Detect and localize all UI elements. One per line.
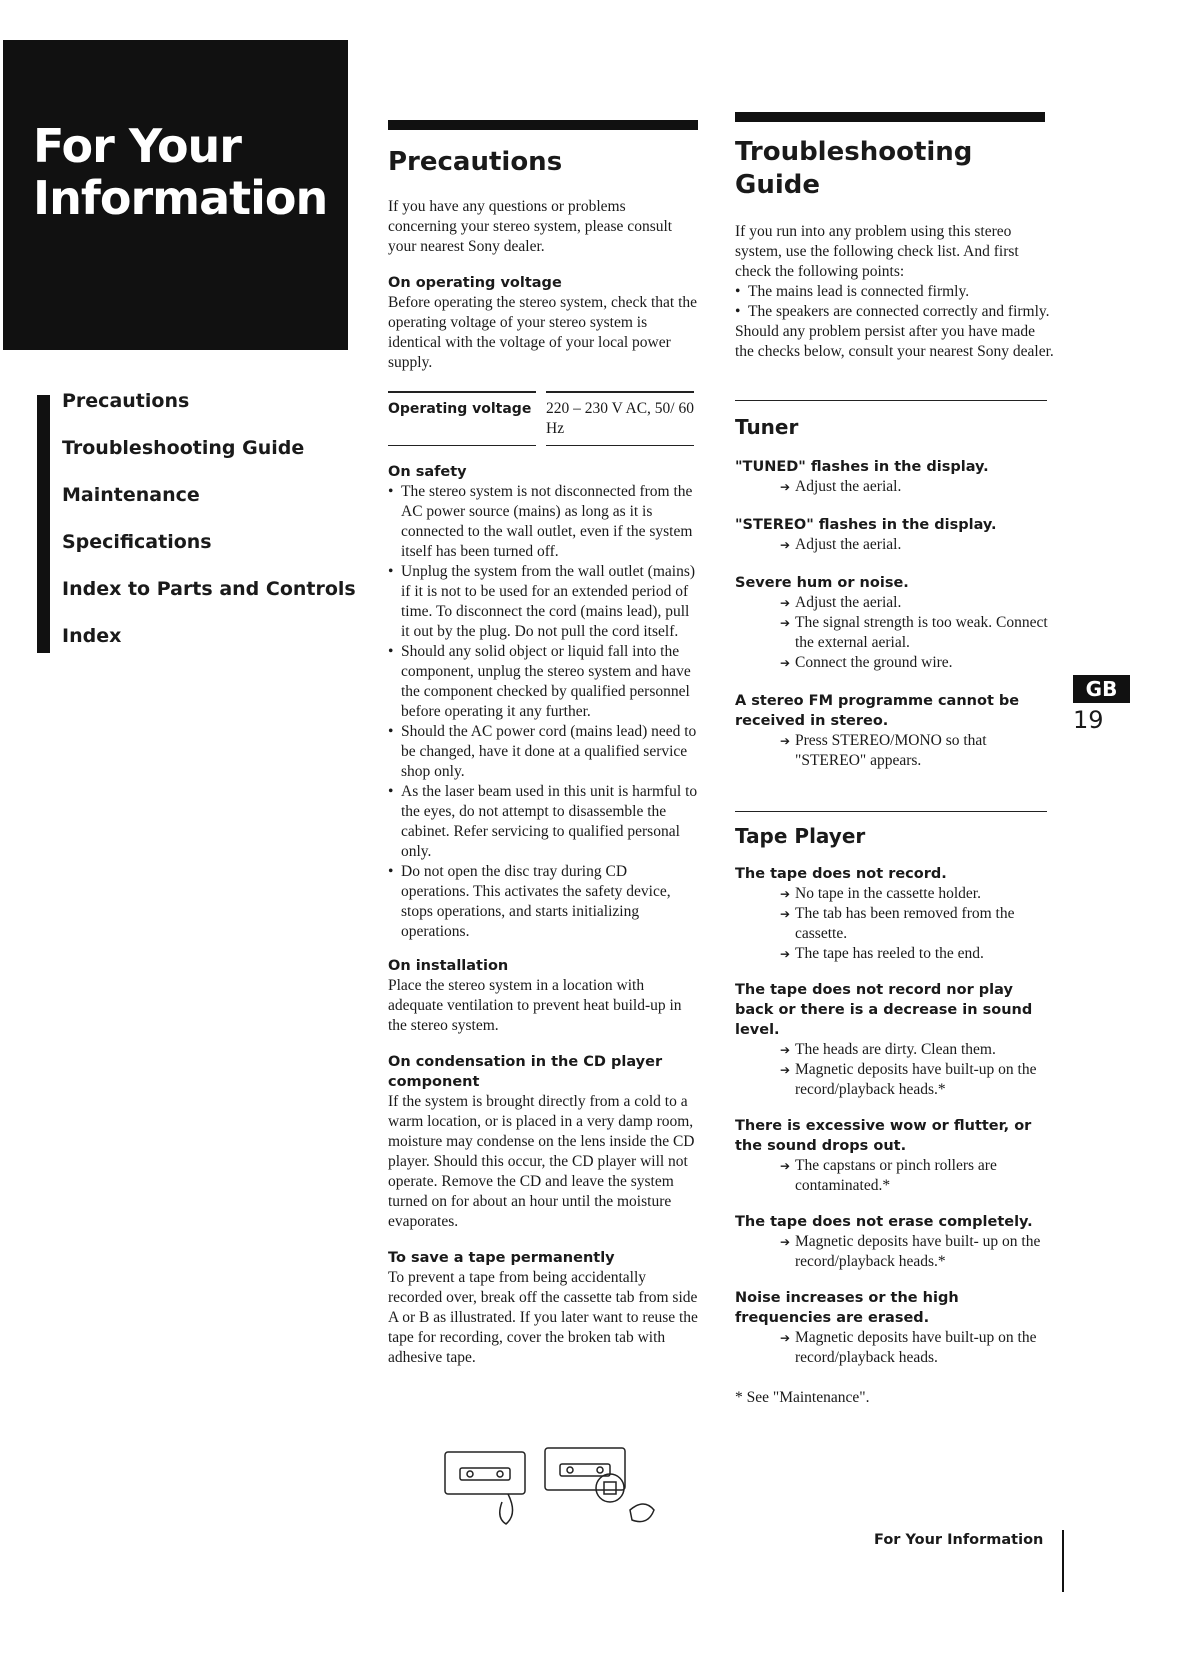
voltage-table (388, 391, 694, 446)
fix-item: ➔ The tape has reeled to the end. (780, 944, 1055, 964)
fix-item: ➔ Magnetic deposits have built-up on the record/playback heads. (780, 1328, 1055, 1368)
fix-item: ➔ The tab has been removed from the cassette. (780, 904, 1055, 944)
toc-item-index-parts[interactable]: Index to Parts and Controls (62, 578, 356, 600)
troubleshooting-outro: Should any problem persist after you have made the checks below, consult your nearest Sony dealer. (735, 323, 1054, 360)
precautions-column (388, 120, 698, 1368)
tape-fixes-2 (735, 1040, 1055, 1100)
fix-item: ➔ The heads are dirty. Clean them. (780, 1040, 1055, 1060)
fix-item: ➔ Magnetic deposits have built- up on the record/playback heads.* (780, 1232, 1055, 1272)
troubleshooting-intro: If you run into any problem using this stereo system, use the following check list. And first check the following points: (735, 223, 1019, 280)
list-item: • Unplug the system from the wall outlet (mains) if it is not to be used for an extended period of time. To disconnect the cord (mains lead), pull it out by the plug. Do not pull the cord itself. (388, 562, 698, 642)
fix-item: ➔ Press STEREO/MONO so that "STEREO" appears. (780, 731, 1055, 771)
language-tab: GB (1073, 675, 1130, 703)
tape-problem-3: There is excessive wow or flutter, or the sound drops out. (735, 1118, 1032, 1154)
tape-player-title: Tape Player (735, 824, 866, 848)
table-of-contents (62, 390, 356, 672)
footer-rule (1062, 1530, 1064, 1592)
voltage-text: Before operating the stereo system, check that the operating voltage of your stereo system is identical with the voltage of your local power supply. (388, 294, 698, 371)
troubleshooting-column (735, 112, 1055, 1408)
tuner-problem-2: "STEREO" flashes in the display. (735, 517, 997, 533)
list-item: • The mains lead is connected firmly. (735, 282, 1055, 302)
footer-section-name: For Your Information (874, 1532, 1044, 1548)
installation-heading: On installation (388, 958, 509, 974)
troubleshooting-title (735, 136, 1055, 202)
tape-fixes-4 (735, 1232, 1055, 1272)
troubleshooting-title-line1: Troubleshooting (735, 137, 973, 167)
save-tape-heading: To save a tape permanently (388, 1250, 615, 1266)
cassette-tab-illustration (440, 1440, 690, 1530)
cassette-left-icon (445, 1452, 525, 1494)
troubleshooting-top-bar (735, 112, 1045, 122)
safety-heading: On safety (388, 464, 467, 480)
tuner-problem-4: A stereo FM programme cannot be received in stereo. (735, 693, 1020, 729)
tape-fixes-5 (735, 1328, 1055, 1368)
section-title-line2: Information (33, 171, 328, 225)
precautions-intro: If you have any questions or problems concerning your stereo system, please consult your nearest Sony dealer. (388, 198, 673, 255)
fix-item: ➔ Adjust the aerial. (780, 477, 1055, 497)
precautions-title: Precautions (388, 147, 563, 177)
tape-problem-5: Noise increases or the high frequencies are erased. (735, 1290, 959, 1326)
condensation-heading: On condensation in the CD player component (388, 1054, 663, 1090)
list-item: • As the laser beam used in this unit is harmful to the eyes, do not attempt to disassemble the cabinet. Refer servicing to qualified personal only. (388, 782, 698, 862)
toc-item-index[interactable]: Index (62, 625, 122, 647)
toc-item-maintenance[interactable]: Maintenance (62, 484, 200, 506)
tape-problem-1: The tape does not record. (735, 866, 947, 882)
check-list (735, 282, 1055, 322)
cassette-right-icon (545, 1448, 625, 1490)
fix-item: ➔ Magnetic deposits have built-up on the record/playback heads.* (780, 1060, 1055, 1100)
divider (735, 400, 1047, 401)
precautions-top-bar (388, 120, 698, 130)
tuner-problem-3: Severe hum or noise. (735, 575, 909, 591)
tuner-fixes-2 (735, 535, 1055, 555)
toc-item-troubleshooting[interactable]: Troubleshooting Guide (62, 437, 305, 459)
condensation-text: If the system is brought directly from a cold to a warm location, or is placed in a very damp room, moisture may condense on the lens inside the CD player. Should this occur, the CD player will not operate. Remove the CD and leave the system turned on for about an hour until the moisture evaporates. (388, 1093, 695, 1230)
list-item: • The stereo system is not disconnected from the AC power source (mains) as long as it is connected to the wall outlet, even if the system itself has been turned off. (388, 482, 698, 562)
list-item: • The speakers are connected correctly and firmly. (735, 302, 1055, 322)
tuner-title: Tuner (735, 415, 799, 439)
divider (735, 811, 1047, 812)
section-title (33, 120, 327, 224)
toc-item-specifications[interactable]: Specifications (62, 531, 212, 553)
tape-fixes-1 (735, 884, 1055, 964)
tape-problem-4: The tape does not erase completely. (735, 1214, 1033, 1230)
voltage-heading: On operating voltage (388, 275, 562, 291)
voltage-table-gap (536, 392, 546, 446)
page-number: 19 (1073, 706, 1104, 734)
safety-list (388, 482, 698, 942)
tuner-fixes-3 (735, 593, 1055, 673)
voltage-table-value: 220 – 230 V AC, 50/ 60 Hz (546, 392, 694, 446)
list-item: • Should any solid object or liquid fall into the component, unplug the stereo system and have the component checked by qualified personnel before operating it any further. (388, 642, 698, 722)
installation-text: Place the stereo system in a location with adequate ventilation to prevent heat build-up in the stereo system. (388, 977, 682, 1034)
tuner-fixes-1 (735, 477, 1055, 497)
toc-item-precautions[interactable]: Precautions (62, 390, 190, 412)
tuner-problem-1: "TUNED" flashes in the display. (735, 459, 989, 475)
save-tape-text: To prevent a tape from being accidentally recorded over, break off the cassette tab from side A or B as illustrated. If you later want to reuse the tape for recording, cover the broken tab with adhesive tape. (388, 1269, 698, 1366)
voltage-table-label: Operating voltage (388, 392, 536, 446)
list-item: • Do not open the disc tray during CD operations. This activates the safety device, stops operations, and starts initializing operations. (388, 862, 698, 942)
fix-item: ➔ Adjust the aerial. (780, 535, 1055, 555)
section-title-line1: For Your (33, 119, 241, 173)
fix-item: ➔ Adjust the aerial. (780, 593, 1055, 613)
list-item: • Should the AC power cord (mains lead) need to be changed, have it done at a qualified service shop only. (388, 722, 698, 782)
tape-problem-2: The tape does not record nor play back or there is a decrease in sound level. (735, 982, 1033, 1038)
footnote: * See "Maintenance". (735, 1389, 870, 1406)
troubleshooting-title-line2: Guide (735, 170, 821, 200)
tape-fixes-3 (735, 1156, 1055, 1196)
fix-item: ➔ The capstans or pinch rollers are contaminated.* (780, 1156, 1055, 1196)
fix-item: ➔ The signal strength is too weak. Connect the external aerial. (780, 613, 1055, 653)
toc-bar (37, 395, 50, 653)
fix-item: ➔ No tape in the cassette holder. (780, 884, 1055, 904)
tuner-fixes-4 (735, 731, 1055, 771)
fix-item: ➔ Connect the ground wire. (780, 653, 1055, 673)
